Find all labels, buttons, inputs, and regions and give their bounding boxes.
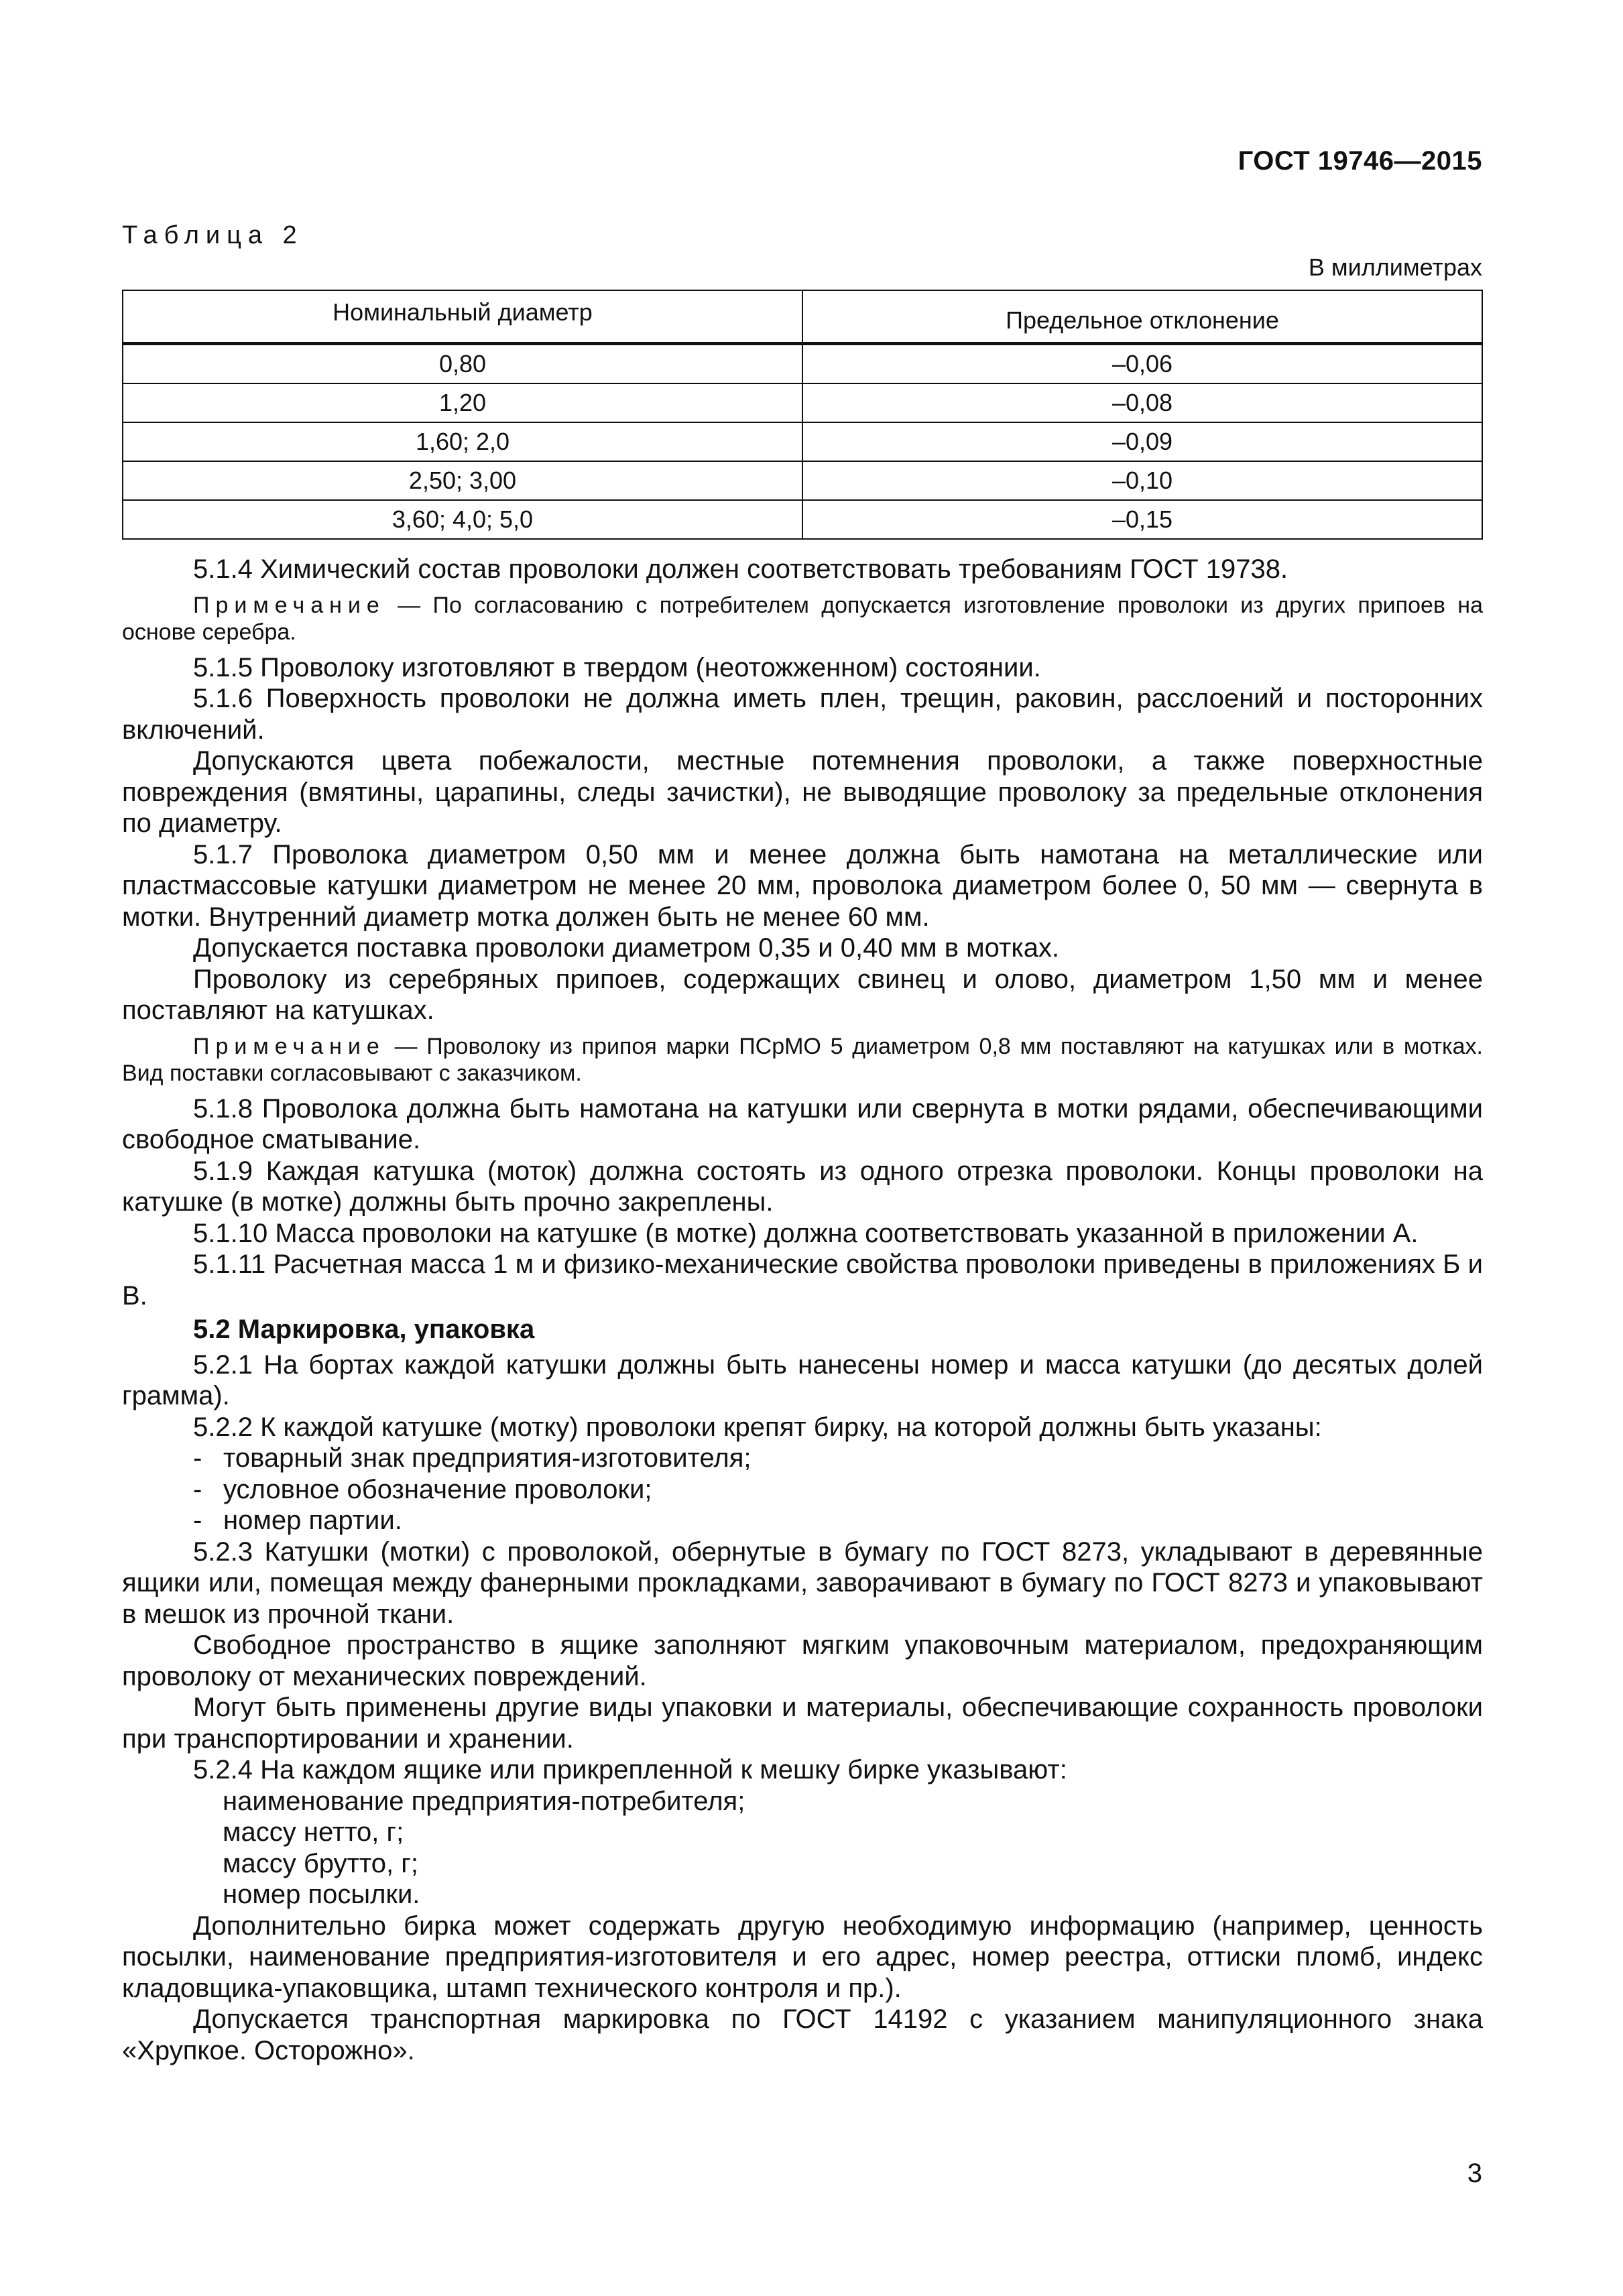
table-caption: Таблица 2: [122, 221, 304, 249]
paragraph-5-2-2: 5.2.2 К каждой катушке (мотку) проволоки крепят бирку, на которой должны быть указаны:: [193, 1412, 1322, 1442]
paragraph-5-1-9: 5.1.9 Каждая катушка (моток) должна состоять из одного отрезка проволоки. Концы проволоки на катушке (в мотке) должны быть прочно закреплены.: [122, 1156, 1483, 1217]
column-header-tolerance: Предельное отклонение: [802, 290, 1482, 344]
list-item: наименование предприятия-потребителя;: [223, 1786, 745, 1816]
note-label: Примечание: [193, 1033, 385, 1059]
paragraph-5-1-4: 5.1.4 Химический состав проволоки должен соответствовать требованиям ГОСТ 19738.: [193, 554, 1288, 584]
paragraph-5-1-6: 5.1.6 Поверхность проволоки не должна иметь плен, трещин, раковин, расслоений и посторонних включений.: [122, 684, 1483, 745]
note-1: [122, 592, 1483, 646]
table-row: [123, 344, 1482, 384]
page-number: 3: [1467, 2159, 1482, 2188]
list-item: массу нетто, г;: [223, 1817, 404, 1847]
list-item: [122, 1505, 1483, 1536]
paragraph-5-1-5: 5.1.5 Проволоку изготовляют в твердом (неотожженном) состоянии.: [193, 652, 1041, 682]
paragraph-5-2-3-c: Могут быть применены другие виды упаковки и материалы, обеспечивающие сохранность проволоки при транспортировании и хранении.: [122, 1693, 1483, 1754]
list-item-text: товарный знак предприятия-изготовителя;: [223, 1443, 752, 1473]
cell-tolerance: –0,06: [802, 344, 1482, 384]
note-text: — Проволоку из припоя марки ПСрМО 5 диаметром 0,8 мм поставляют на катушках или в мотках. Вид поставки согласовывают с заказчиком.: [122, 1033, 1483, 1086]
paragraph-5-2-1: 5.2.1 На бортах каждой катушки должны быть нанесены номер и масса катушки (до десятых долей грамма).: [122, 1349, 1483, 1410]
paragraph-5-1-6-b: Допускаются цвета побежалости, местные потемнения проволоки, а также поверхностные повреждения (вмятины, царапины, следы зачистки), не выводящие проволоку за предельные отклонения по диаметру.: [122, 746, 1483, 838]
list-dash: -: [193, 1443, 202, 1473]
cell-diameter: 3,60; 4,0; 5,0: [123, 500, 802, 539]
list-item: номер посылки.: [223, 1880, 420, 1909]
paragraph-5-2-3: 5.2.3 Катушки (мотки) с проволокой, обернутые в бумагу по ГОСТ 8273, укладывают в деревянные ящики или, помещая между фанерными прокладками, заворачивают в бумагу по ГОСТ 8273 и упаковывают в мешок из прочной ткани.: [122, 1536, 1483, 1629]
paragraph-5-1-10: 5.1.10 Масса проволоки на катушке (в мотке) должна соответствовать указанной в приложении А.: [193, 1218, 1419, 1248]
cell-tolerance: –0,15: [802, 500, 1482, 539]
list-item: [122, 1443, 1483, 1474]
column-header-nominal-diameter: Номинальный диаметр: [123, 290, 802, 344]
paragraph-5-1-7: 5.1.7 Проволока диаметром 0,50 мм и менее должна быть намотана на металлические или пластмассовые катушки диаметром не менее 20 мм, проволока диаметром более 0, 50 мм — свернута в мотки. Внутренний диаметр мотка должен быть не менее 60 мм.: [122, 839, 1483, 932]
note-label: Примечание: [193, 592, 385, 618]
table-2: [122, 290, 1483, 540]
standard-header: ГОСТ 19746—2015: [1238, 146, 1482, 176]
document-body: [122, 554, 1483, 2066]
list-item: массу брутто, г;: [223, 1848, 418, 1878]
cell-diameter: 1,60; 2,0: [123, 422, 802, 461]
paragraph-5-2-4-b: Дополнительно бирка может содержать другую необходимую информацию (например, ценность посылки, наименование предприятия-изготовителя и его адрес, номер реестра, оттиски пломб, индекс кладовщика-упаковщика, штамп технического контроля и пр.).: [122, 1911, 1483, 2003]
table-row: [123, 500, 1482, 539]
table-units: В миллиметрах: [1308, 253, 1482, 281]
paragraph-5-1-7-b: Допускается поставка проволоки диаметром 0,35 и 0,40 мм в мотках.: [193, 933, 1060, 963]
cell-tolerance: –0,09: [802, 422, 1482, 461]
cell-diameter: 1,20: [123, 383, 802, 422]
cell-tolerance: –0,08: [802, 383, 1482, 422]
paragraph-5-1-11: 5.1.11 Расчетная масса 1 м и физико-механические свойства проволоки приведены в приложениях Б и В.: [122, 1250, 1483, 1311]
cell-diameter: 0,80: [123, 344, 802, 384]
table-row: [123, 461, 1482, 500]
note-2: [122, 1033, 1483, 1087]
table-row: [123, 422, 1482, 461]
list-dash: -: [193, 1474, 202, 1504]
paragraph-5-1-7-c: Проволоку из серебряных припоев, содержащих свинец и олово, диаметром 1,50 мм и менее поставляют на катушках.: [122, 964, 1483, 1025]
cell-tolerance: –0,10: [802, 461, 1482, 500]
list-dash: -: [193, 1506, 202, 1535]
list-item-text: условное обозначение проволоки;: [223, 1474, 652, 1504]
paragraph-5-1-8: 5.1.8 Проволока должна быть намотана на катушки или свернута в мотки рядами, обеспечивающими свободное сматывание.: [122, 1093, 1483, 1154]
paragraph-5-2-3-b: Свободное пространство в ящике заполняют мягким упаковочным материалом, предохраняющим проволоку от механических повреждений.: [122, 1630, 1483, 1691]
list-item-text: номер партии.: [223, 1506, 402, 1535]
paragraph-5-2-4-c: Допускается транспортная маркировка по ГОСТ 14192 с указанием манипуляционного знака «Хрупкое. Осторожно».: [122, 2004, 1483, 2065]
section-heading-5-2: 5.2 Маркировка, упаковка: [193, 1315, 535, 1344]
paragraph-5-2-4: 5.2.4 На каждом ящике или прикрепленной к мешку бирке указывают:: [193, 1755, 1067, 1785]
note-text: — По согласованию с потребителем допускается изготовление проволоки из других припоев на основе серебра.: [122, 592, 1483, 645]
cell-diameter: 2,50; 3,00: [123, 461, 802, 500]
list-item: [122, 1474, 1483, 1506]
table-row: [123, 383, 1482, 422]
